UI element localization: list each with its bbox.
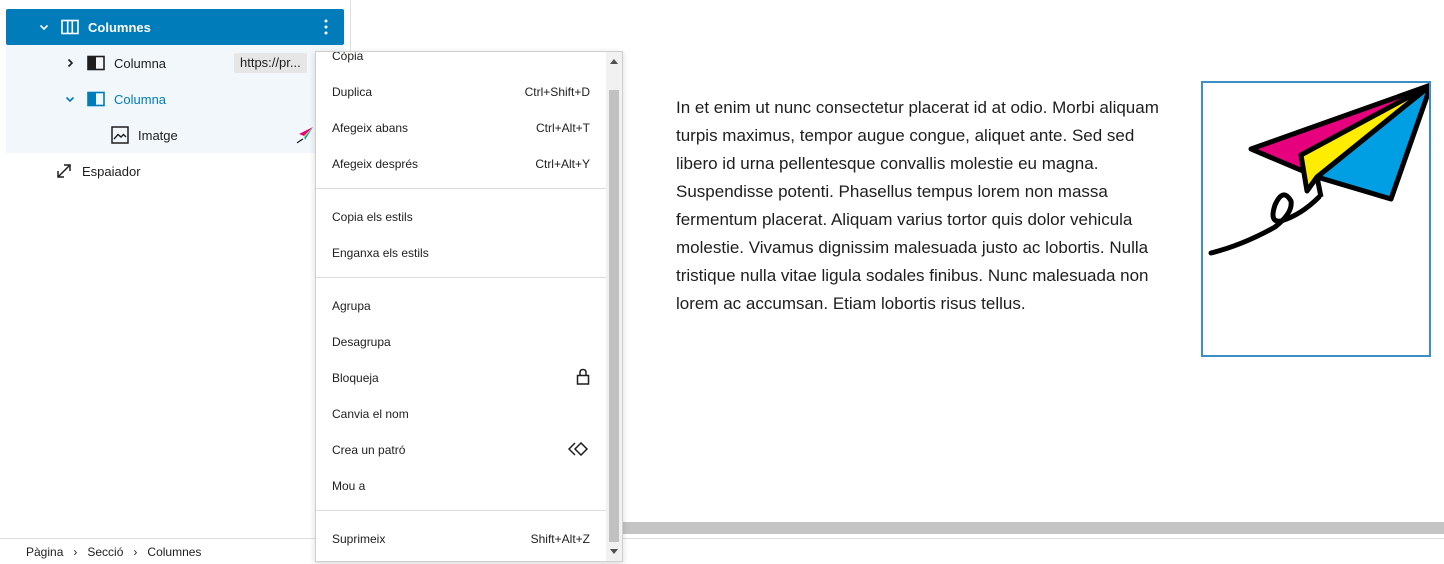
menu-item-label: Canvia el nom xyxy=(332,407,409,421)
menu-item-label: Agrupa xyxy=(332,299,371,313)
listview-item-spacer[interactable] xyxy=(6,153,344,189)
listview-item-label: Imatge xyxy=(138,127,178,143)
listview-item-label: Espaiador xyxy=(82,163,141,179)
menu-item-delete[interactable] xyxy=(332,521,590,557)
listview-item-label: Columnes xyxy=(88,19,151,35)
breadcrumb-bar xyxy=(0,538,1444,564)
list-view-panel xyxy=(0,0,351,538)
menu-item-group[interactable] xyxy=(332,288,590,324)
options-kebab-icon[interactable] xyxy=(316,17,336,37)
menu-item-shortcut: Ctrl+Alt+Y xyxy=(535,157,590,171)
paper-plane-image xyxy=(1203,83,1429,355)
menu-item-lock[interactable] xyxy=(332,360,590,396)
menu-item-label: Desagrupa xyxy=(332,335,391,349)
column-icon xyxy=(86,53,106,73)
breadcrumb xyxy=(26,545,201,559)
image-icon xyxy=(110,125,130,145)
breadcrumb-item-columns[interactable]: Columnes xyxy=(147,545,202,559)
menu-item-label: Copia els estils xyxy=(332,210,413,224)
pattern-icon xyxy=(568,442,590,459)
column-icon xyxy=(86,89,106,109)
listview-item-label: Columna xyxy=(114,91,167,107)
resize-icon xyxy=(54,161,74,181)
chevron-right-icon: › xyxy=(133,545,138,559)
menu-item-label: Duplica xyxy=(332,85,373,99)
paragraph-block[interactable]: In et enim ut nunc consectetur placerat id at odio. Morbi aliquam turpis maximus, tempor augue congue, aliquet ante. Sed sed libero id urna pellentesque convallis molestie eu magna. Suspendisse potenti. Phasellus tempus lorem non massa fermentum placerat. Aliquam varius tortor quis dolor vehicula molestie. Vivamus dignissim malesuada justo ac lobortis. Nulla tristique nulla vitae ligula sodales finibus. Nunc malesuada non lorem ac accumsan. Etiam lobortis risus tellus. xyxy=(676,98,1159,313)
chevron-down-icon[interactable] xyxy=(36,19,52,35)
menu-item-move-to[interactable] xyxy=(332,468,590,504)
breadcrumb-item-section[interactable]: Secció xyxy=(87,545,124,559)
menu-item-label: Crea un patró xyxy=(332,443,406,457)
listview-item-column-2[interactable] xyxy=(6,81,344,117)
menu-item-paste-styles[interactable] xyxy=(332,235,590,271)
menu-item-copy-styles[interactable] xyxy=(332,199,590,235)
listview-item-columns[interactable] xyxy=(6,9,344,45)
image-block[interactable] xyxy=(1201,81,1431,357)
menu-item-label: Bloqueja xyxy=(332,371,379,385)
menu-item-label: Afegeix després xyxy=(332,157,419,171)
menu-item-rename[interactable] xyxy=(332,396,590,432)
menu-divider xyxy=(316,510,606,511)
menu-scrollbar[interactable] xyxy=(606,52,622,561)
lock-icon xyxy=(576,368,590,388)
menu-item-label: Còpia xyxy=(332,51,364,63)
menu-item-insert-after[interactable] xyxy=(332,146,590,182)
block-options-menu xyxy=(315,51,623,562)
menu-item-ungroup[interactable] xyxy=(332,324,590,360)
breadcrumb-item-page[interactable]: Pàgina xyxy=(26,545,64,559)
menu-item-copy[interactable] xyxy=(332,51,590,74)
menu-item-duplicate[interactable] xyxy=(332,74,590,110)
chevron-right-icon: › xyxy=(73,545,78,559)
horizontal-scrollbar[interactable] xyxy=(620,522,1444,534)
menu-item-create-pattern[interactable] xyxy=(332,432,590,468)
menu-item-label: Mou a xyxy=(332,479,366,493)
columns-icon xyxy=(60,17,80,37)
chevron-down-icon[interactable] xyxy=(62,91,78,107)
menu-item-shortcut: Shift+Alt+Z xyxy=(530,532,590,546)
menu-item-label: Enganxa els estils xyxy=(332,246,429,260)
scroll-down-arrow-icon[interactable] xyxy=(610,549,618,554)
menu-divider xyxy=(316,188,606,189)
image-thumbnail xyxy=(296,126,314,147)
menu-item-insert-before[interactable] xyxy=(332,110,590,146)
scroll-up-arrow-icon[interactable] xyxy=(610,59,618,64)
listview-item-label: Columna xyxy=(114,55,167,71)
menu-item-label: Suprimeix xyxy=(332,532,386,546)
menu-item-shortcut: Ctrl+Shift+D xyxy=(524,85,590,99)
scrollbar-thumb[interactable] xyxy=(609,90,619,542)
menu-item-shortcut: Ctrl+Alt+T xyxy=(535,121,590,135)
listview-item-image[interactable] xyxy=(6,117,344,153)
listview-item-column-1[interactable] xyxy=(6,45,344,81)
menu-item-label: Afegeix abans xyxy=(332,121,409,135)
chevron-right-icon[interactable] xyxy=(62,55,78,71)
link-url-badge: https://pr... xyxy=(234,53,307,73)
menu-divider xyxy=(316,277,606,278)
